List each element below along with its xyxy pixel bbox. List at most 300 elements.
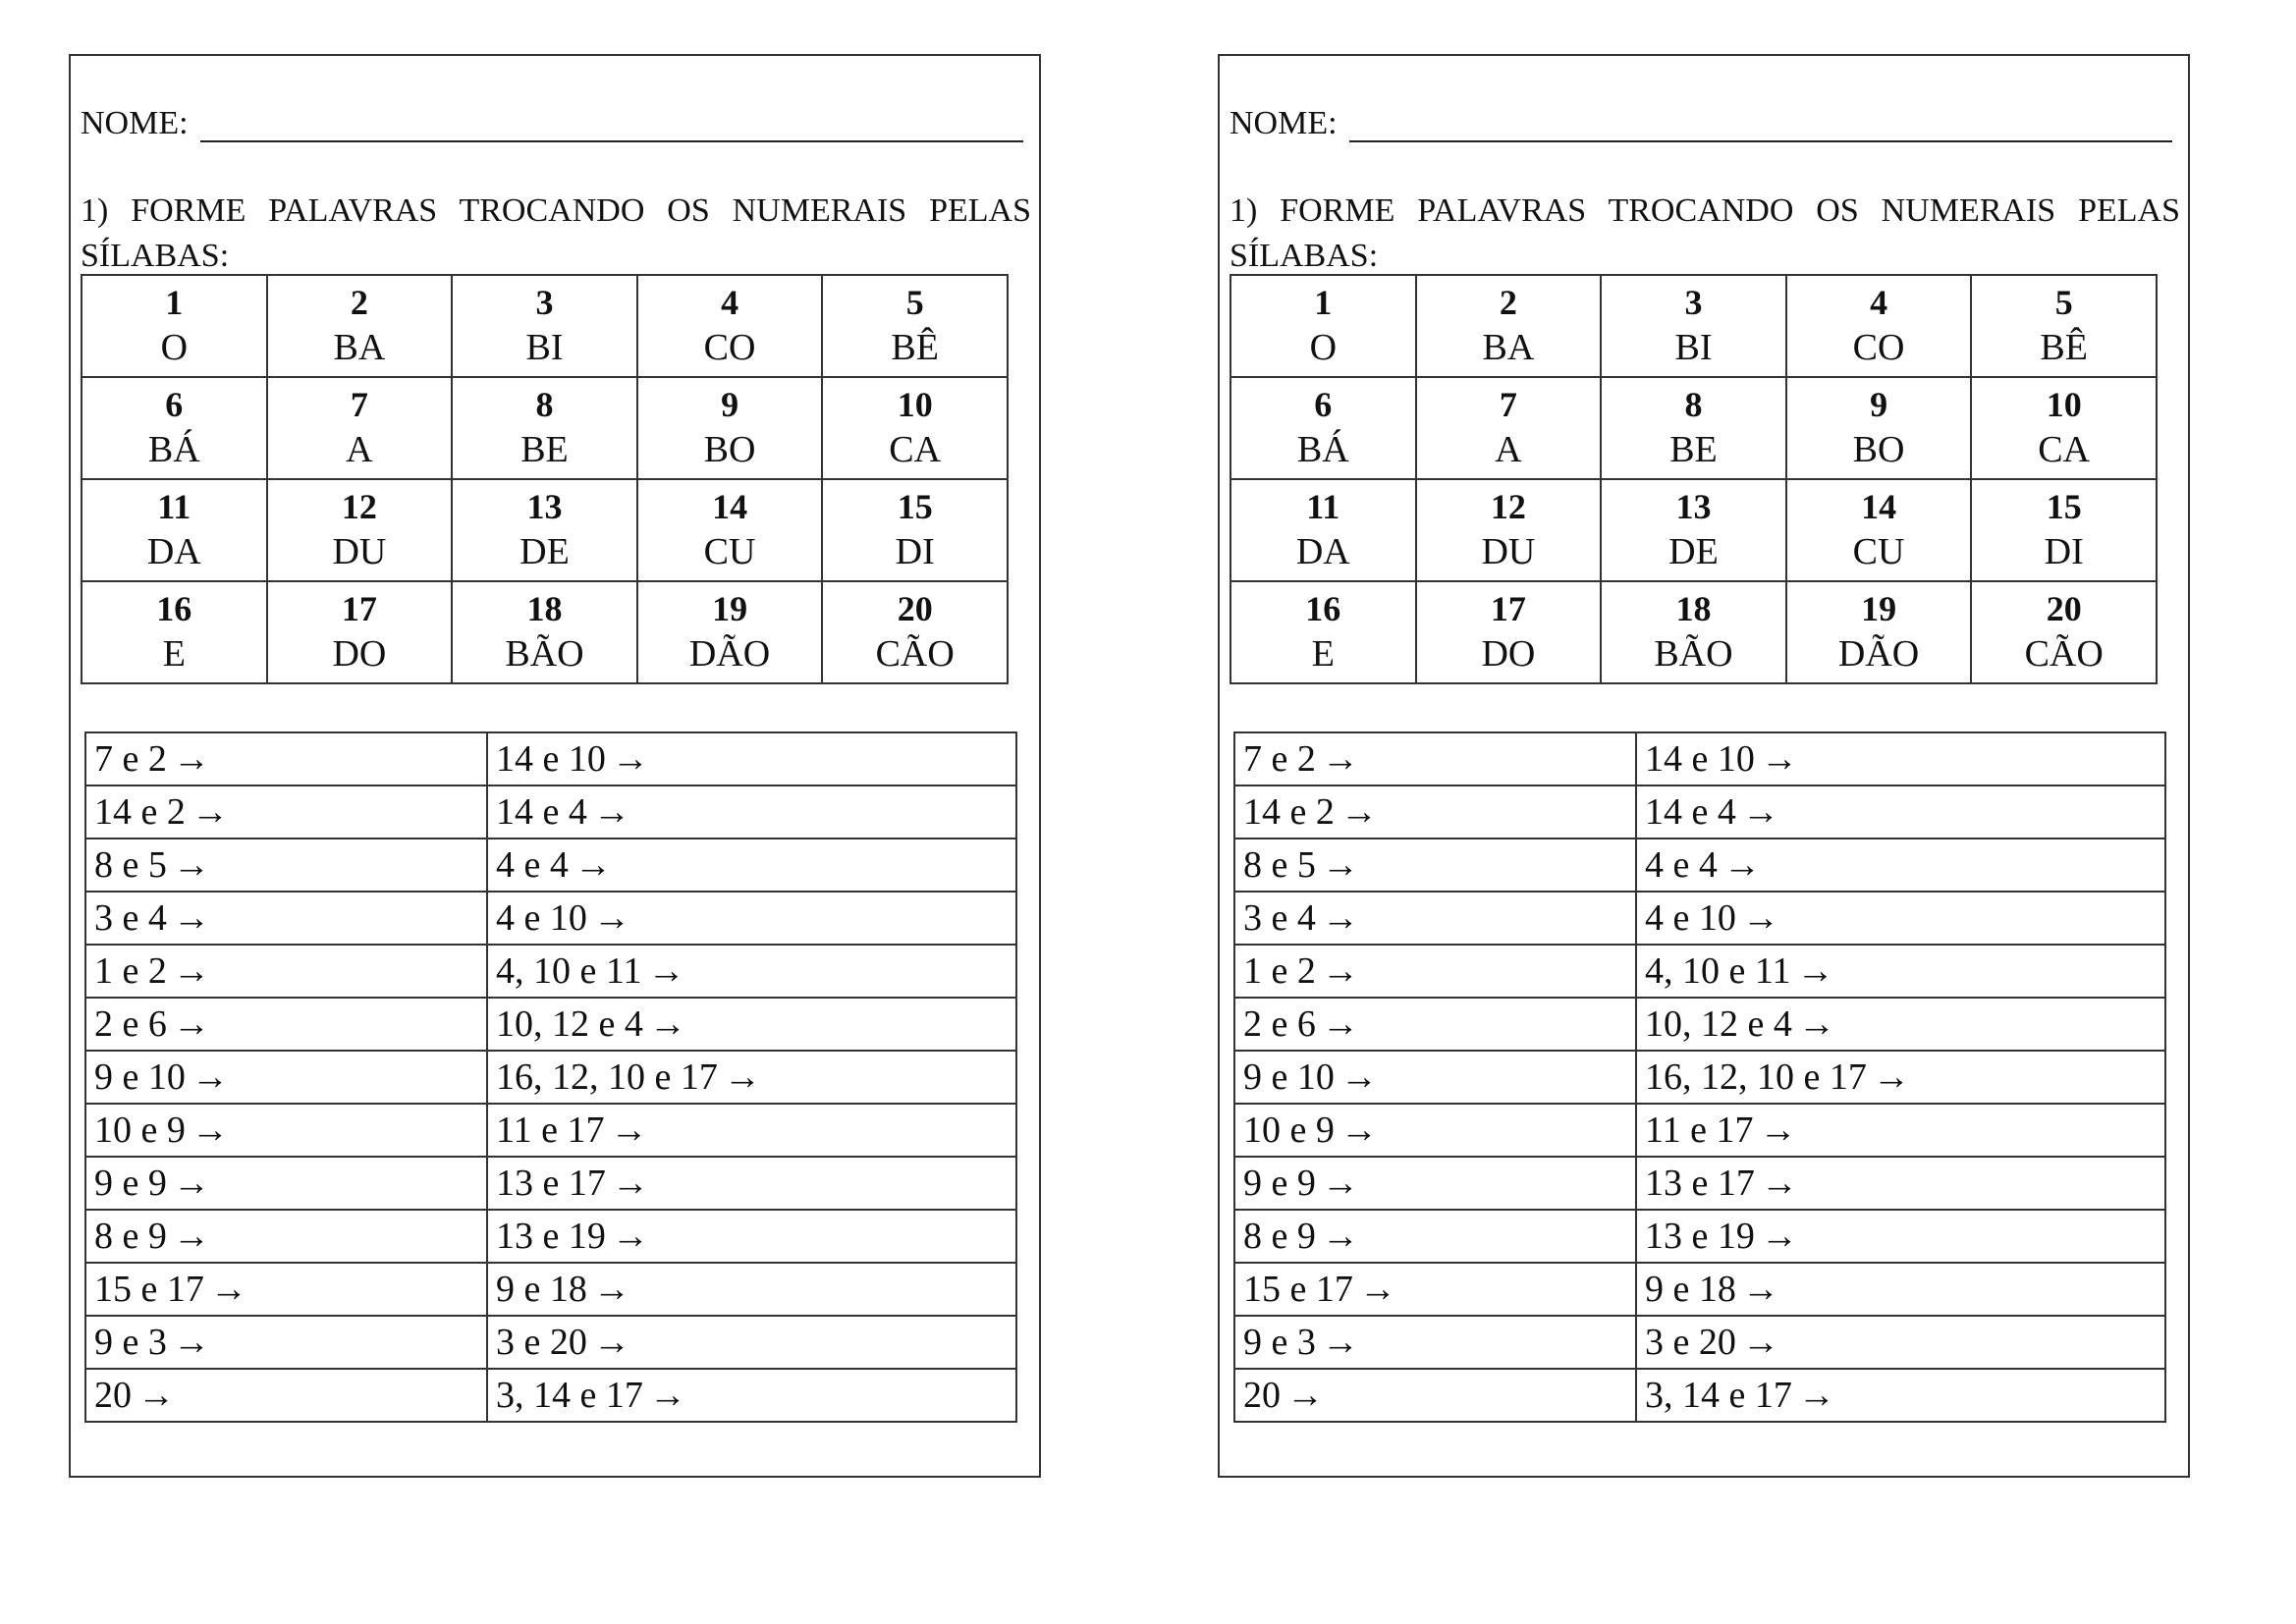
exercise-cell[interactable]: [85, 1104, 487, 1157]
arrow-right-icon: →: [647, 950, 685, 992]
arrow-right-icon: →: [137, 1375, 175, 1416]
syllable-cell: [452, 275, 637, 377]
exercise-cell[interactable]: [85, 1157, 487, 1210]
exercise-cell[interactable]: [487, 892, 1016, 945]
arrow-right-icon: →: [1741, 1269, 1779, 1310]
exercise-cell[interactable]: [487, 839, 1016, 892]
syllable-row: [1230, 275, 2157, 377]
syllable-text: E: [1311, 633, 1335, 675]
exercise-cell[interactable]: [85, 785, 487, 839]
syllable-number: 13: [526, 487, 563, 526]
exercise-numbers: 1 e 2: [94, 950, 167, 992]
syllable-text: DU: [1481, 531, 1536, 572]
syllable-cell: [452, 377, 637, 479]
exercise-numbers: 4 e 4: [1645, 844, 1718, 886]
syllable-number: 4: [1870, 283, 1888, 322]
syllable-text: CO: [1852, 327, 1905, 368]
syllable-text: DÃO: [688, 633, 771, 675]
exercise-cell[interactable]: [487, 1157, 1016, 1210]
syllable-number: 14: [712, 487, 748, 526]
exercise-numbers: 3, 14 e 17: [496, 1375, 643, 1416]
exercise-numbers: 10, 12 e 4: [1645, 1003, 1792, 1045]
syllable-text: DE: [519, 531, 570, 572]
exercise-cell[interactable]: [85, 1369, 487, 1422]
exercise-cell[interactable]: [487, 1051, 1016, 1104]
name-field-line[interactable]: [200, 111, 1023, 142]
exercise-cell[interactable]: [1234, 1369, 1636, 1422]
syllable-text: BÊ: [891, 327, 939, 368]
arrow-right-icon: →: [611, 1163, 649, 1204]
exercise-numbers: 4 e 10: [496, 897, 587, 939]
exercise-cell[interactable]: [1234, 839, 1636, 892]
exercise-numbers: 15 e 17: [94, 1269, 204, 1310]
arrow-right-icon: →: [1321, 1003, 1359, 1045]
syllable-row: [82, 377, 1008, 479]
syllable-text: DI: [2044, 531, 2084, 572]
exercise-cell[interactable]: [487, 1263, 1016, 1316]
syllable-table: [81, 274, 1009, 684]
syllable-text: CO: [703, 327, 756, 368]
syllable-number: 5: [905, 283, 924, 322]
syllable-number: 18: [1675, 589, 1712, 628]
exercise-cell[interactable]: [85, 1316, 487, 1369]
syllable-text: E: [162, 633, 186, 675]
syllable-text: BÃO: [1654, 633, 1733, 675]
arrow-right-icon: →: [172, 1003, 210, 1045]
syllable-cell: [1416, 275, 1602, 377]
exercise-row: [1234, 1316, 2165, 1369]
syllable-number: 15: [897, 487, 933, 526]
exercise-numbers: 9 e 10: [94, 1056, 186, 1098]
syllable-cell: [1971, 275, 2157, 377]
syllable-text: CÃO: [875, 633, 955, 675]
exercise-numbers: 7 e 2: [94, 738, 167, 780]
exercise-numbers: 8 e 5: [94, 844, 167, 886]
arrow-right-icon: →: [1759, 1110, 1797, 1151]
syllable-cell: [1971, 479, 2157, 581]
syllable-text: O: [160, 327, 189, 368]
syllable-text: BA: [333, 327, 386, 368]
arrow-right-icon: →: [1796, 950, 1834, 992]
exercise-cell[interactable]: [487, 945, 1016, 998]
exercise-numbers: 14 e 2: [1243, 791, 1335, 833]
exercise-row: [1234, 1369, 2165, 1422]
arrow-right-icon: →: [1286, 1375, 1324, 1416]
exercise-numbers: 9 e 9: [94, 1163, 167, 1204]
exercise-cell[interactable]: [487, 1369, 1016, 1422]
syllable-text: CU: [1852, 531, 1905, 572]
exercise-table: [84, 731, 1017, 1423]
exercise-numbers: 7 e 2: [1243, 738, 1316, 780]
syllable-number: 15: [2046, 487, 2082, 526]
syllable-row: [1230, 581, 2157, 683]
syllable-text: CA: [2038, 429, 2091, 470]
syllable-cell: [1601, 479, 1786, 581]
syllable-text: A: [1495, 429, 1522, 470]
syllable-cell: [637, 275, 823, 377]
exercise-cell[interactable]: [1234, 1157, 1636, 1210]
exercise-numbers: 9 e 18: [1645, 1269, 1736, 1310]
exercise-cell[interactable]: [1234, 785, 1636, 839]
exercise-numbers: 4 e 10: [1645, 897, 1736, 939]
syllable-cell: [1416, 377, 1602, 479]
exercise-cell[interactable]: [85, 1051, 487, 1104]
arrow-right-icon: →: [1321, 1163, 1359, 1204]
exercise-numbers: 9 e 18: [496, 1269, 587, 1310]
exercise-cell[interactable]: [1636, 1157, 2165, 1210]
exercise-row: [1234, 785, 2165, 839]
syllable-row: [1230, 377, 2157, 479]
exercise-row: [1234, 998, 2165, 1051]
exercise-row: [85, 1104, 1016, 1157]
exercise-cell[interactable]: [487, 1316, 1016, 1369]
syllable-text: BO: [703, 429, 756, 470]
exercise-row: [85, 785, 1016, 839]
syllable-number: 6: [1314, 385, 1333, 424]
syllable-text: BÃO: [505, 633, 584, 675]
syllable-number: 17: [341, 589, 377, 628]
arrow-right-icon: →: [1760, 1163, 1798, 1204]
syllable-text: O: [1309, 327, 1338, 368]
exercise-numbers: 13 e 19: [1645, 1216, 1755, 1257]
syllable-cell: [1786, 581, 1972, 683]
syllable-cell: [1601, 377, 1786, 479]
exercise-cell[interactable]: [85, 1263, 487, 1316]
exercise-cell[interactable]: [1234, 1263, 1636, 1316]
instruction-text: 1) FORME PALAVRAS TROCANDO OS NUMERAIS PELAS SÍLABAS:: [1230, 192, 2180, 274]
arrow-right-icon: →: [574, 844, 612, 886]
arrow-right-icon: →: [1321, 738, 1359, 780]
arrow-right-icon: →: [172, 897, 210, 939]
syllable-number: 1: [165, 283, 184, 322]
exercise-cell[interactable]: [487, 1210, 1016, 1263]
arrow-right-icon: →: [1741, 1322, 1779, 1363]
exercise-row: [85, 1316, 1016, 1369]
exercise-cell[interactable]: [487, 998, 1016, 1051]
name-row: [1230, 105, 2172, 142]
exercise-cell[interactable]: [85, 892, 487, 945]
syllable-number: 17: [1490, 589, 1526, 628]
exercise-cell[interactable]: [1636, 1104, 2165, 1157]
exercise-numbers: 14 e 4: [496, 791, 587, 833]
syllable-cell: [267, 377, 453, 479]
syllable-table: [1230, 274, 2158, 684]
syllable-cell: [1786, 275, 1972, 377]
exercise-numbers: 11 e 17: [496, 1110, 605, 1151]
syllable-number: 16: [1305, 589, 1341, 628]
exercise-cell[interactable]: [1234, 998, 1636, 1051]
arrow-right-icon: →: [611, 738, 649, 780]
exercise-cell[interactable]: [1636, 998, 2165, 1051]
exercise-numbers: 20: [94, 1375, 132, 1416]
syllable-text: BA: [1482, 327, 1535, 368]
syllable-number: 11: [157, 487, 191, 526]
arrow-right-icon: →: [172, 738, 210, 780]
arrow-right-icon: →: [592, 897, 630, 939]
syllable-cell: [822, 479, 1008, 581]
syllable-number: 3: [1684, 283, 1703, 322]
syllable-cell: [1786, 479, 1972, 581]
exercise-numbers: 10 e 9: [1243, 1110, 1335, 1151]
arrow-right-icon: →: [191, 791, 229, 833]
arrow-right-icon: →: [592, 1269, 630, 1310]
exercise-numbers: 13 e 19: [496, 1216, 606, 1257]
syllable-number: 11: [1306, 487, 1340, 526]
exercise-cell[interactable]: [1234, 892, 1636, 945]
syllable-number: 13: [1675, 487, 1712, 526]
syllable-text: BE: [520, 429, 569, 470]
arrow-right-icon: →: [610, 1110, 648, 1151]
exercise-row: [85, 839, 1016, 892]
syllable-cell: [82, 377, 267, 479]
exercise-numbers: 8 e 9: [94, 1216, 167, 1257]
syllable-text: BI: [525, 327, 564, 368]
arrow-right-icon: →: [1339, 1110, 1378, 1151]
exercise-cell[interactable]: [1636, 839, 2165, 892]
exercise-cell[interactable]: [1234, 1210, 1636, 1263]
arrow-right-icon: →: [648, 1003, 686, 1045]
arrow-right-icon: →: [1358, 1269, 1396, 1310]
exercise-row: [1234, 839, 2165, 892]
arrow-right-icon: →: [723, 1056, 761, 1098]
syllable-row: [1230, 479, 2157, 581]
syllable-text: DU: [332, 531, 387, 572]
exercise-row: [85, 1369, 1016, 1422]
arrow-right-icon: →: [1872, 1056, 1910, 1098]
arrow-right-icon: →: [191, 1056, 229, 1098]
exercise-cell[interactable]: [1636, 1316, 2165, 1369]
exercise-numbers: 3 e 4: [1243, 897, 1316, 939]
syllable-cell: [1971, 377, 2157, 479]
syllable-cell: [1416, 479, 1602, 581]
exercise-cell[interactable]: [487, 732, 1016, 785]
syllable-cell: [267, 275, 453, 377]
syllable-number: 2: [350, 283, 368, 322]
exercise-cell[interactable]: [1636, 1369, 2165, 1422]
syllable-text: BO: [1852, 429, 1905, 470]
syllable-number: 14: [1861, 487, 1897, 526]
syllable-number: 19: [712, 589, 748, 628]
arrow-right-icon: →: [172, 1216, 210, 1257]
exercise-cell[interactable]: [1234, 1104, 1636, 1157]
arrow-right-icon: →: [1797, 1003, 1835, 1045]
instruction-text: 1) FORME PALAVRAS TROCANDO OS NUMERAIS PELAS SÍLABAS:: [81, 192, 1031, 274]
exercise-row: [85, 732, 1016, 785]
syllable-number: 20: [2046, 589, 2082, 628]
exercise-row: [85, 1051, 1016, 1104]
exercise-cell[interactable]: [85, 998, 487, 1051]
exercise-numbers: 3 e 20: [496, 1322, 587, 1363]
syllable-number: 1: [1314, 283, 1333, 322]
exercise-numbers: 13 e 17: [1645, 1163, 1755, 1204]
exercise-numbers: 2 e 6: [94, 1003, 167, 1045]
exercise-numbers: 1 e 2: [1243, 950, 1316, 992]
name-row: [81, 105, 1023, 142]
syllable-number: 19: [1861, 589, 1897, 628]
arrow-right-icon: →: [1760, 1216, 1798, 1257]
arrow-right-icon: →: [172, 950, 210, 992]
syllable-cell: [1230, 377, 1416, 479]
syllable-cell: [822, 581, 1008, 683]
arrow-right-icon: →: [1321, 844, 1359, 886]
syllable-number: 3: [535, 283, 554, 322]
exercise-cell[interactable]: [85, 945, 487, 998]
syllable-row: [82, 581, 1008, 683]
exercise-cell[interactable]: [487, 1104, 1016, 1157]
syllable-number: 4: [721, 283, 739, 322]
syllable-number: 16: [156, 589, 192, 628]
arrow-right-icon: →: [191, 1110, 229, 1151]
syllable-cell: [267, 581, 453, 683]
syllable-text: BI: [1674, 327, 1713, 368]
exercise-numbers: 4 e 4: [496, 844, 569, 886]
exercise-numbers: 14 e 10: [1645, 738, 1755, 780]
exercise-cell[interactable]: [487, 785, 1016, 839]
worksheet-left: [69, 54, 1041, 1478]
exercise-numbers: 15 e 17: [1243, 1269, 1353, 1310]
exercise-numbers: 4, 10 e 11: [496, 950, 642, 992]
arrow-right-icon: →: [1321, 897, 1359, 939]
syllable-number: 9: [1870, 385, 1888, 424]
arrow-right-icon: →: [592, 791, 630, 833]
name-label: NOME:: [81, 105, 189, 141]
arrow-right-icon: →: [1722, 844, 1761, 886]
exercise-row: [85, 1157, 1016, 1210]
syllable-row: [82, 275, 1008, 377]
syllable-cell: [1971, 581, 2157, 683]
arrow-right-icon: →: [1321, 1216, 1359, 1257]
exercise-cell[interactable]: [1636, 1210, 2165, 1263]
exercise-numbers: 10 e 9: [94, 1110, 186, 1151]
exercise-cell[interactable]: [85, 732, 487, 785]
exercise-numbers: 16, 12, 10 e 17: [496, 1056, 718, 1098]
syllable-cell: [822, 377, 1008, 479]
arrow-right-icon: →: [1760, 738, 1798, 780]
syllable-text: BÊ: [2040, 327, 2088, 368]
syllable-cell: [452, 581, 637, 683]
exercise-cell[interactable]: [1636, 785, 2165, 839]
syllable-text: DA: [146, 531, 201, 572]
syllable-text: DO: [1481, 633, 1536, 675]
exercise-row: [1234, 1051, 2165, 1104]
exercise-cell[interactable]: [1234, 732, 1636, 785]
arrow-right-icon: →: [611, 1216, 649, 1257]
exercise-cell[interactable]: [1234, 1316, 1636, 1369]
exercise-cell[interactable]: [1636, 945, 2165, 998]
syllable-cell: [267, 479, 453, 581]
exercise-cell[interactable]: [85, 839, 487, 892]
syllable-number: 7: [1499, 385, 1517, 424]
name-field-line[interactable]: [1349, 111, 2172, 142]
exercise-cell[interactable]: [1636, 732, 2165, 785]
syllable-cell: [637, 377, 823, 479]
exercise-cell[interactable]: [1234, 1051, 1636, 1104]
syllable-number: 18: [526, 589, 563, 628]
exercise-numbers: 8 e 5: [1243, 844, 1316, 886]
exercise-row: [85, 1263, 1016, 1316]
syllable-number: 20: [897, 589, 933, 628]
syllable-cell: [1230, 479, 1416, 581]
exercise-numbers: 14 e 2: [94, 791, 186, 833]
arrow-right-icon: →: [209, 1269, 247, 1310]
syllable-cell: [82, 479, 267, 581]
arrow-right-icon: →: [1339, 791, 1378, 833]
arrow-right-icon: →: [1321, 1322, 1359, 1363]
syllable-number: 7: [350, 385, 368, 424]
arrow-right-icon: →: [1741, 897, 1779, 939]
exercise-row: [85, 998, 1016, 1051]
exercise-row: [1234, 1210, 2165, 1263]
exercise-table: [1233, 731, 2166, 1423]
syllable-number: 12: [1490, 487, 1526, 526]
exercise-numbers: 14 e 4: [1645, 791, 1736, 833]
syllable-text: CA: [889, 429, 942, 470]
exercise-numbers: 3, 14 e 17: [1645, 1375, 1792, 1416]
exercise-row: [1234, 1263, 2165, 1316]
syllable-number: 6: [165, 385, 184, 424]
syllable-text: DI: [895, 531, 935, 572]
syllable-text: DO: [332, 633, 387, 675]
syllable-cell: [1601, 581, 1786, 683]
syllable-cell: [1230, 581, 1416, 683]
exercise-numbers: 11 e 17: [1645, 1110, 1754, 1151]
exercise-cell[interactable]: [1636, 1263, 2165, 1316]
syllable-cell: [1786, 377, 1972, 479]
exercise-numbers: 20: [1243, 1375, 1281, 1416]
arrow-right-icon: →: [172, 844, 210, 886]
exercise-cell[interactable]: [1234, 945, 1636, 998]
syllable-cell: [822, 275, 1008, 377]
syllable-text: BE: [1669, 429, 1718, 470]
syllable-number: 8: [1684, 385, 1703, 424]
arrow-right-icon: →: [592, 1322, 630, 1363]
arrow-right-icon: →: [1321, 950, 1359, 992]
exercise-cell[interactable]: [85, 1210, 487, 1263]
exercise-numbers: 3 e 4: [94, 897, 167, 939]
exercise-row: [1234, 892, 2165, 945]
syllable-text: A: [346, 429, 373, 470]
syllable-cell: [1230, 275, 1416, 377]
syllable-number: 9: [721, 385, 739, 424]
syllable-cell: [1416, 581, 1602, 683]
exercise-numbers: 9 e 3: [1243, 1322, 1316, 1363]
arrow-right-icon: →: [172, 1322, 210, 1363]
exercise-cell[interactable]: [1636, 892, 2165, 945]
arrow-right-icon: →: [648, 1375, 686, 1416]
exercise-row: [85, 892, 1016, 945]
syllable-cell: [637, 479, 823, 581]
syllable-cell: [82, 275, 267, 377]
syllable-row: [82, 479, 1008, 581]
syllable-cell: [452, 479, 637, 581]
exercise-row: [1234, 732, 2165, 785]
exercise-numbers: 13 e 17: [496, 1163, 606, 1204]
exercise-numbers: 9 e 3: [94, 1322, 167, 1363]
arrow-right-icon: →: [1741, 791, 1779, 833]
syllable-text: DE: [1668, 531, 1719, 572]
syllable-cell: [82, 581, 267, 683]
exercise-cell[interactable]: [1636, 1051, 2165, 1104]
syllable-number: 5: [2054, 283, 2073, 322]
syllable-cell: [637, 581, 823, 683]
exercise-row: [1234, 1104, 2165, 1157]
exercise-row: [1234, 945, 2165, 998]
syllable-number: 8: [535, 385, 554, 424]
exercise-row: [1234, 1157, 2165, 1210]
arrow-right-icon: →: [172, 1163, 210, 1204]
exercise-numbers: 3 e 20: [1645, 1322, 1736, 1363]
exercise-numbers: 8 e 9: [1243, 1216, 1316, 1257]
